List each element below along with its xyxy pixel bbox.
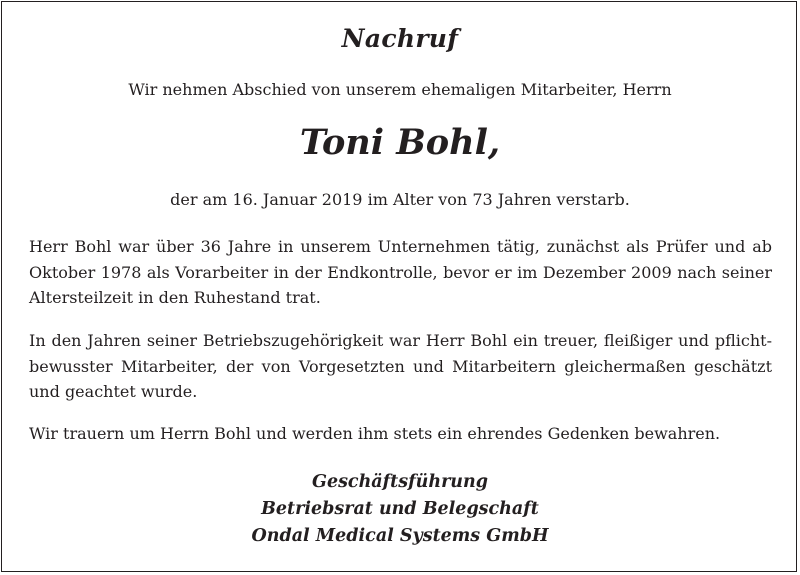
deceased-name: Toni Bohl, — [299, 122, 501, 163]
death-line: der am 16. Januar 2019 im Alter von 73 Jahren verstarb. — [170, 190, 630, 209]
signer-management: Geschäftsführung — [312, 472, 488, 492]
tribute-paragraph: In den Jahren seiner Betriebszugehörigkeit war Herr Bohl ein treuer, fleißiger und pflichtbewusster Mitarbeiter, der von Vorgesetzten und Mitarbeitern gleichermaßen geschätzt und geachtet wurde. — [29, 331, 772, 401]
signer-works-council: Betriebsrat und Belegschaft — [261, 499, 539, 519]
signer-company: Ondal Medical Systems GmbH — [251, 526, 549, 546]
career-paragraph: Herr Bohl war über 36 Jahre in unserem Unternehmen tätig, zunächst als Prüfer und ab Oktober 1978 als Vorarbeiter in der Endkontrolle, bevor er im Dezember 2009 nach seiner Altersteilzeit in den Ruhestand trat. — [29, 237, 772, 307]
notice-title: Nachruf — [341, 24, 459, 53]
mourning-paragraph: Wir trauern um Herrn Bohl und werden ihm stets ein ehrendes Gedenken bewahren. — [29, 424, 721, 443]
signature-block — [0, 469, 800, 550]
intro-line: Wir nehmen Abschied von unserem ehemaligen Mitarbeiter, Herrn — [128, 80, 672, 99]
